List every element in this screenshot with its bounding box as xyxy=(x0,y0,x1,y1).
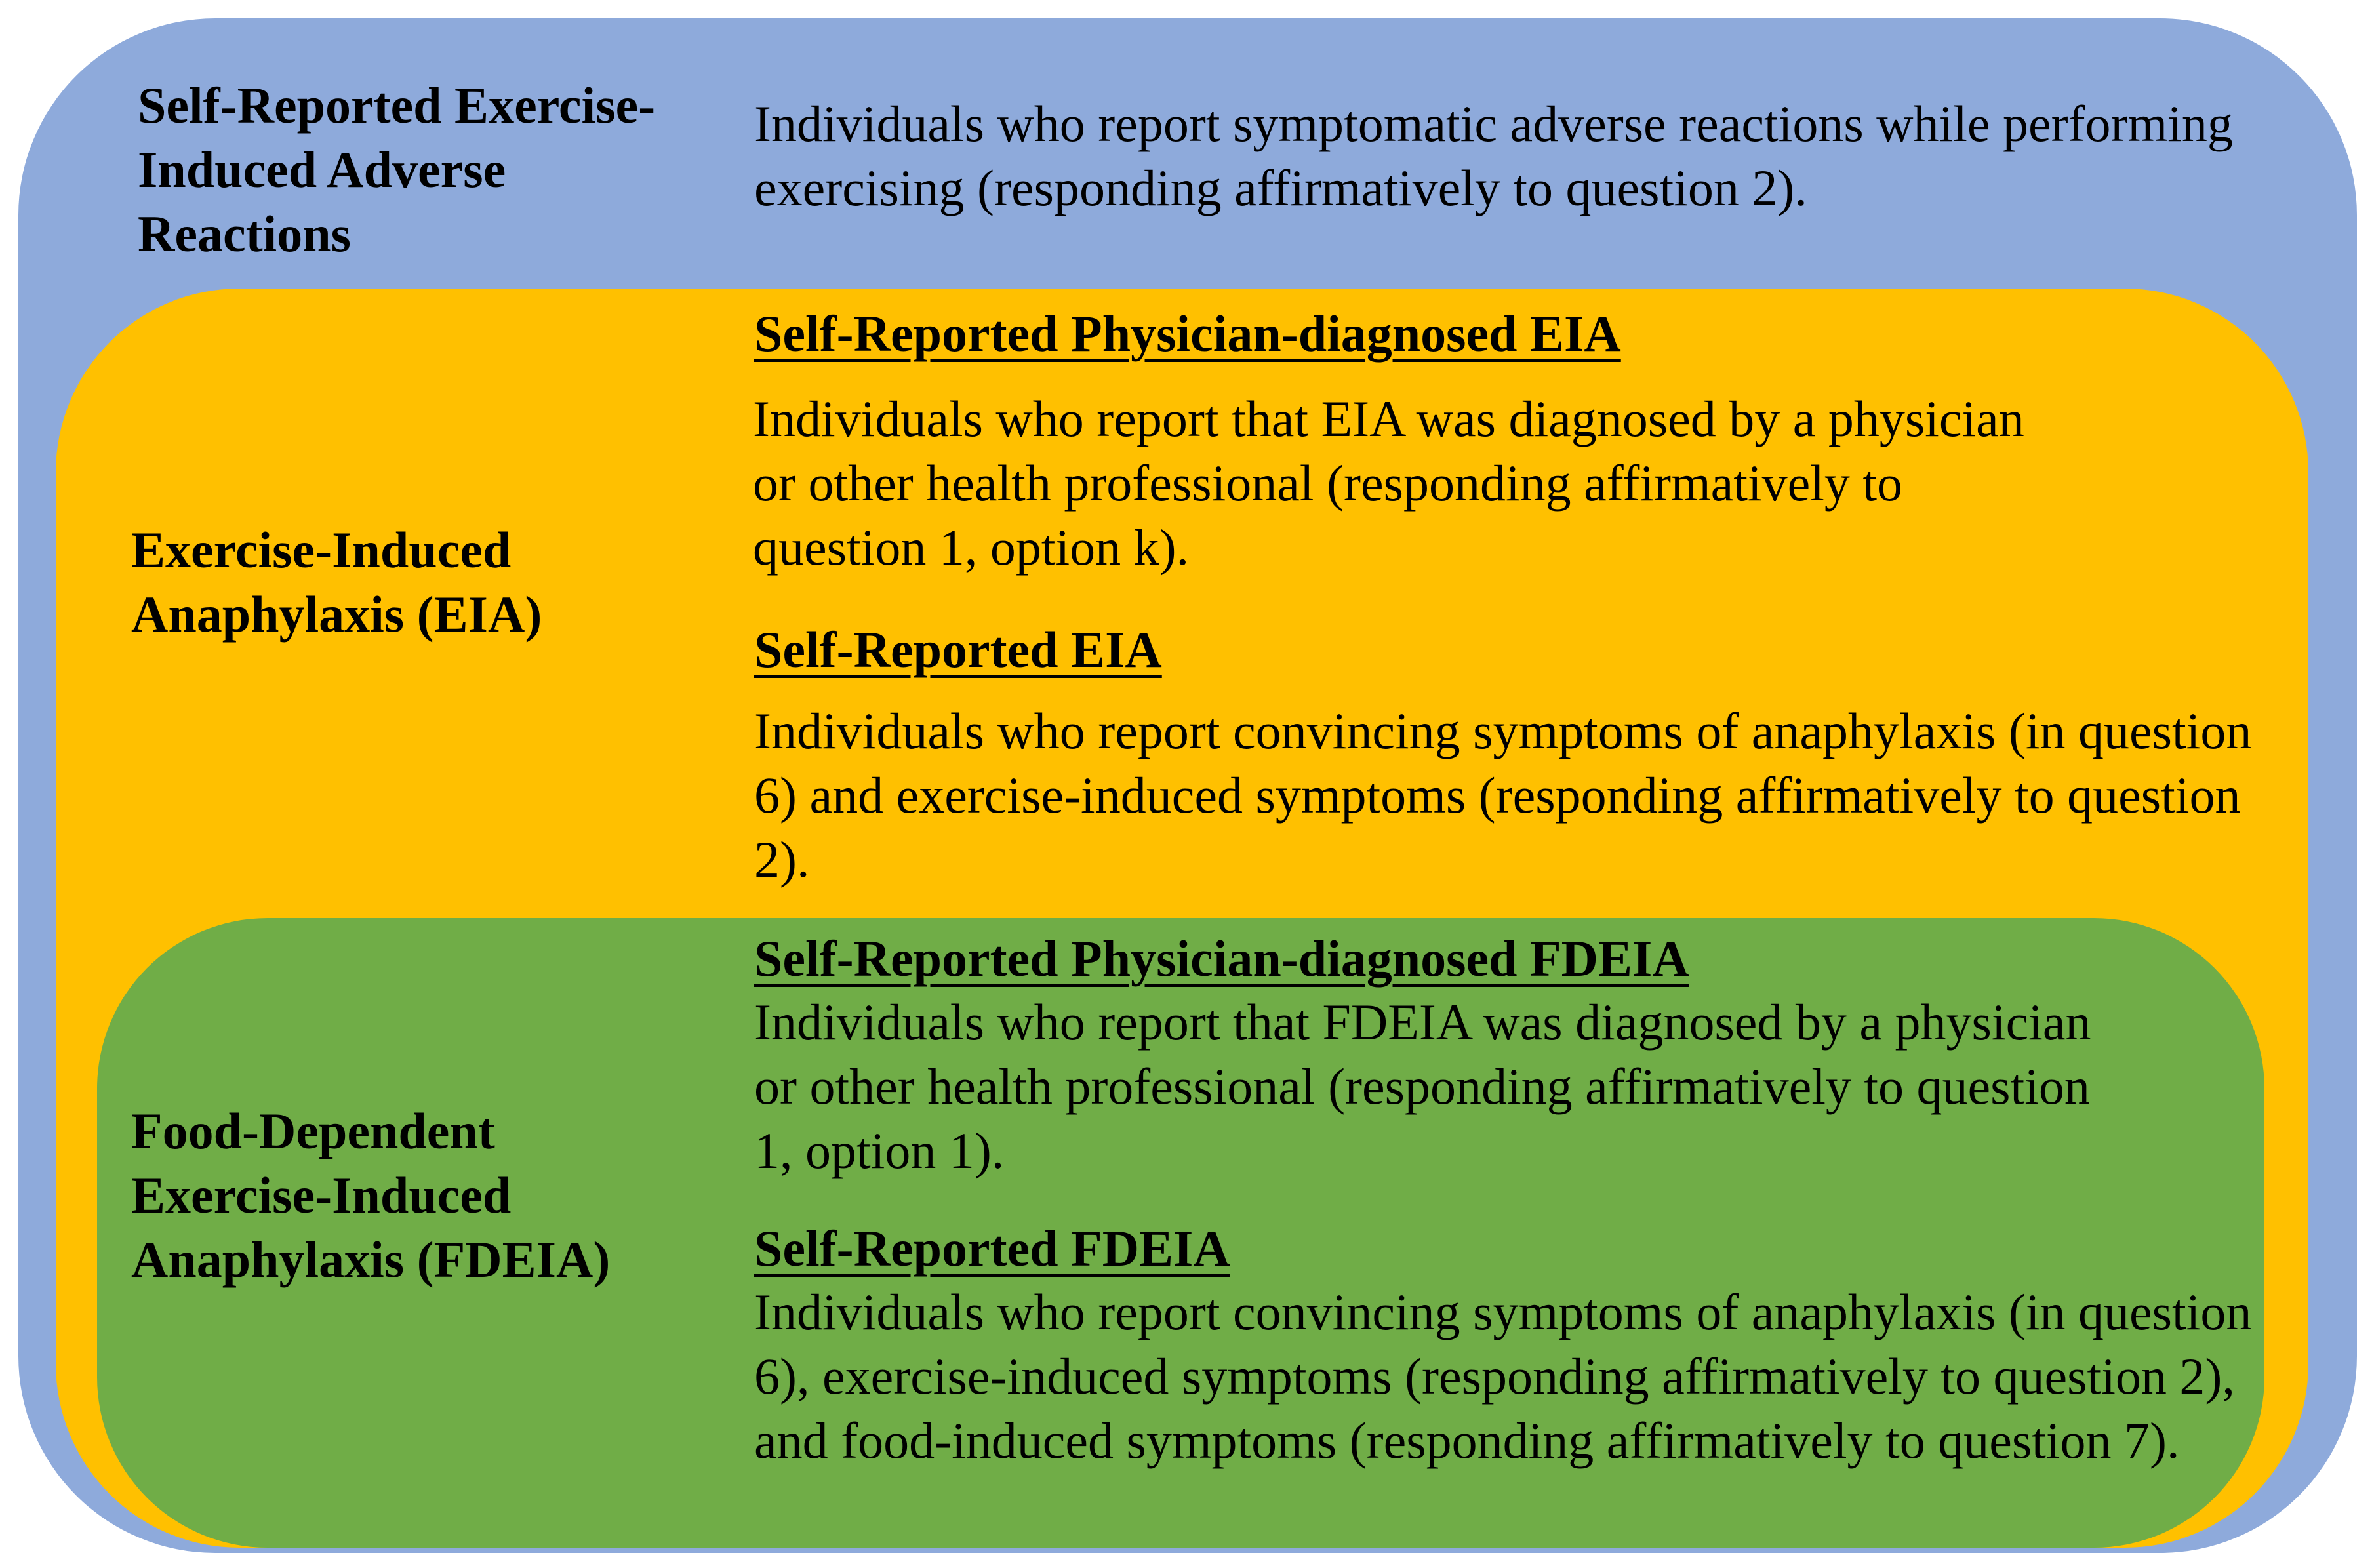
fdeia-label: Food-Dependent Exercise-Induced Anaphylaxis (FDEIA) xyxy=(131,1102,611,1288)
self-reported-eia-description: Individuals who report convincing symptoms of anaphylaxis (in question 6) and exercise-induced symptoms (responding affirmatively to question 2). xyxy=(754,702,2252,888)
eia-label: Exercise-Induced Anaphylaxis (EIA) xyxy=(131,521,542,643)
physician-diagnosed-fdeia-heading: Self-Reported Physician-diagnosed FDEIA xyxy=(754,930,1689,987)
self-reported-fdeia-description: Individuals who report convincing symptoms of anaphylaxis (in question 6), exercise-induced symptoms (responding affirmatively to question 2), and food-induced symptoms (responding affirmatively to question 7). xyxy=(754,1283,2252,1469)
self-reported-eia-heading: Self-Reported EIA xyxy=(754,621,1162,678)
self-reported-fdeia-heading: Self-Reported FDEIA xyxy=(754,1220,1230,1277)
physician-diagnosed-fdeia-description: Individuals who report that FDEIA was diagnosed by a physician or other health professional (responding affirmatively to question 1, option 1). xyxy=(754,994,2091,1179)
adverse-reactions-description: Individuals who report symptomatic adverse reactions while performing exercising (responding affirmatively to question 2). xyxy=(754,95,2233,216)
physician-diagnosed-eia-description: Individuals who report that EIA was diagnosed by a physician or other health professional (responding affirmatively to question 1, option k). xyxy=(753,390,2024,576)
adverse-reactions-label: Self-Reported Exercise-Induced Adverse Reactions xyxy=(138,77,656,262)
physician-diagnosed-eia-heading: Self-Reported Physician-diagnosed EIA xyxy=(754,305,1621,362)
